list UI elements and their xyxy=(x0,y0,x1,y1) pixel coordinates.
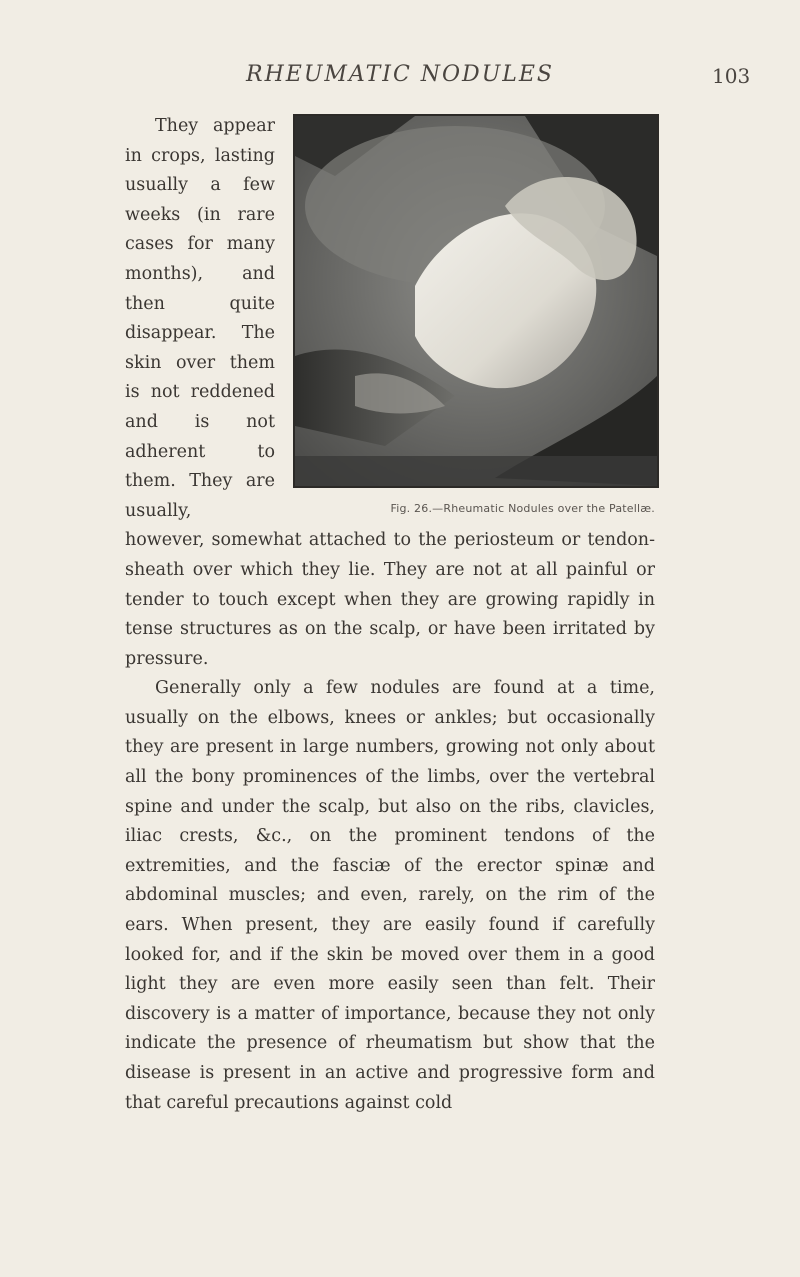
body-text xyxy=(125,112,655,1118)
running-title: RHEUMATIC NODULES xyxy=(246,62,554,87)
paragraph-2: Generally only a few nodules are found at a time, usually on the elbows, knees or ankles; but occasionally they are present in large numbers, growing not only about all the bony prominences of the limbs, over the vertebral spine and under the scalp, but also on the ribs, clavicles, iliac crests, &c., on the prominent tendons of the extremities, and the fasciæ of the erector spinæ and abdominal muscles; and even, rarely, on the rim of the ears. When present, they are easily found if carefully looked for, and if the skin be moved over them in a good light they are even more easily seen than felt. Their discovery is a matter of importance, because they not only indicate the presence of rheumatism but show that the disease is present in an active and progressive form and that careful precautions against cold xyxy=(125,678,655,1113)
page-number: 103 xyxy=(712,64,751,88)
photograph-plate xyxy=(293,114,659,488)
figure-26 xyxy=(285,114,655,516)
knee-photograph xyxy=(295,116,657,486)
paragraph-1: They appear in crops, lasting usually a few weeks (in rare cases for many months), and then quite disappear. The skin over them is not reddened and is not adherent to them. They are usually, however, somewhat attached to the periosteum or tendon-sheath over which they lie. They are not at all painful or tender to touch except when they are growing rapidly in tense structures as on the scalp, or have been irritated by pressure. xyxy=(125,116,655,669)
figure-caption: Fig. 26.—Rheumatic Nodules over the Patellæ. xyxy=(390,502,655,515)
